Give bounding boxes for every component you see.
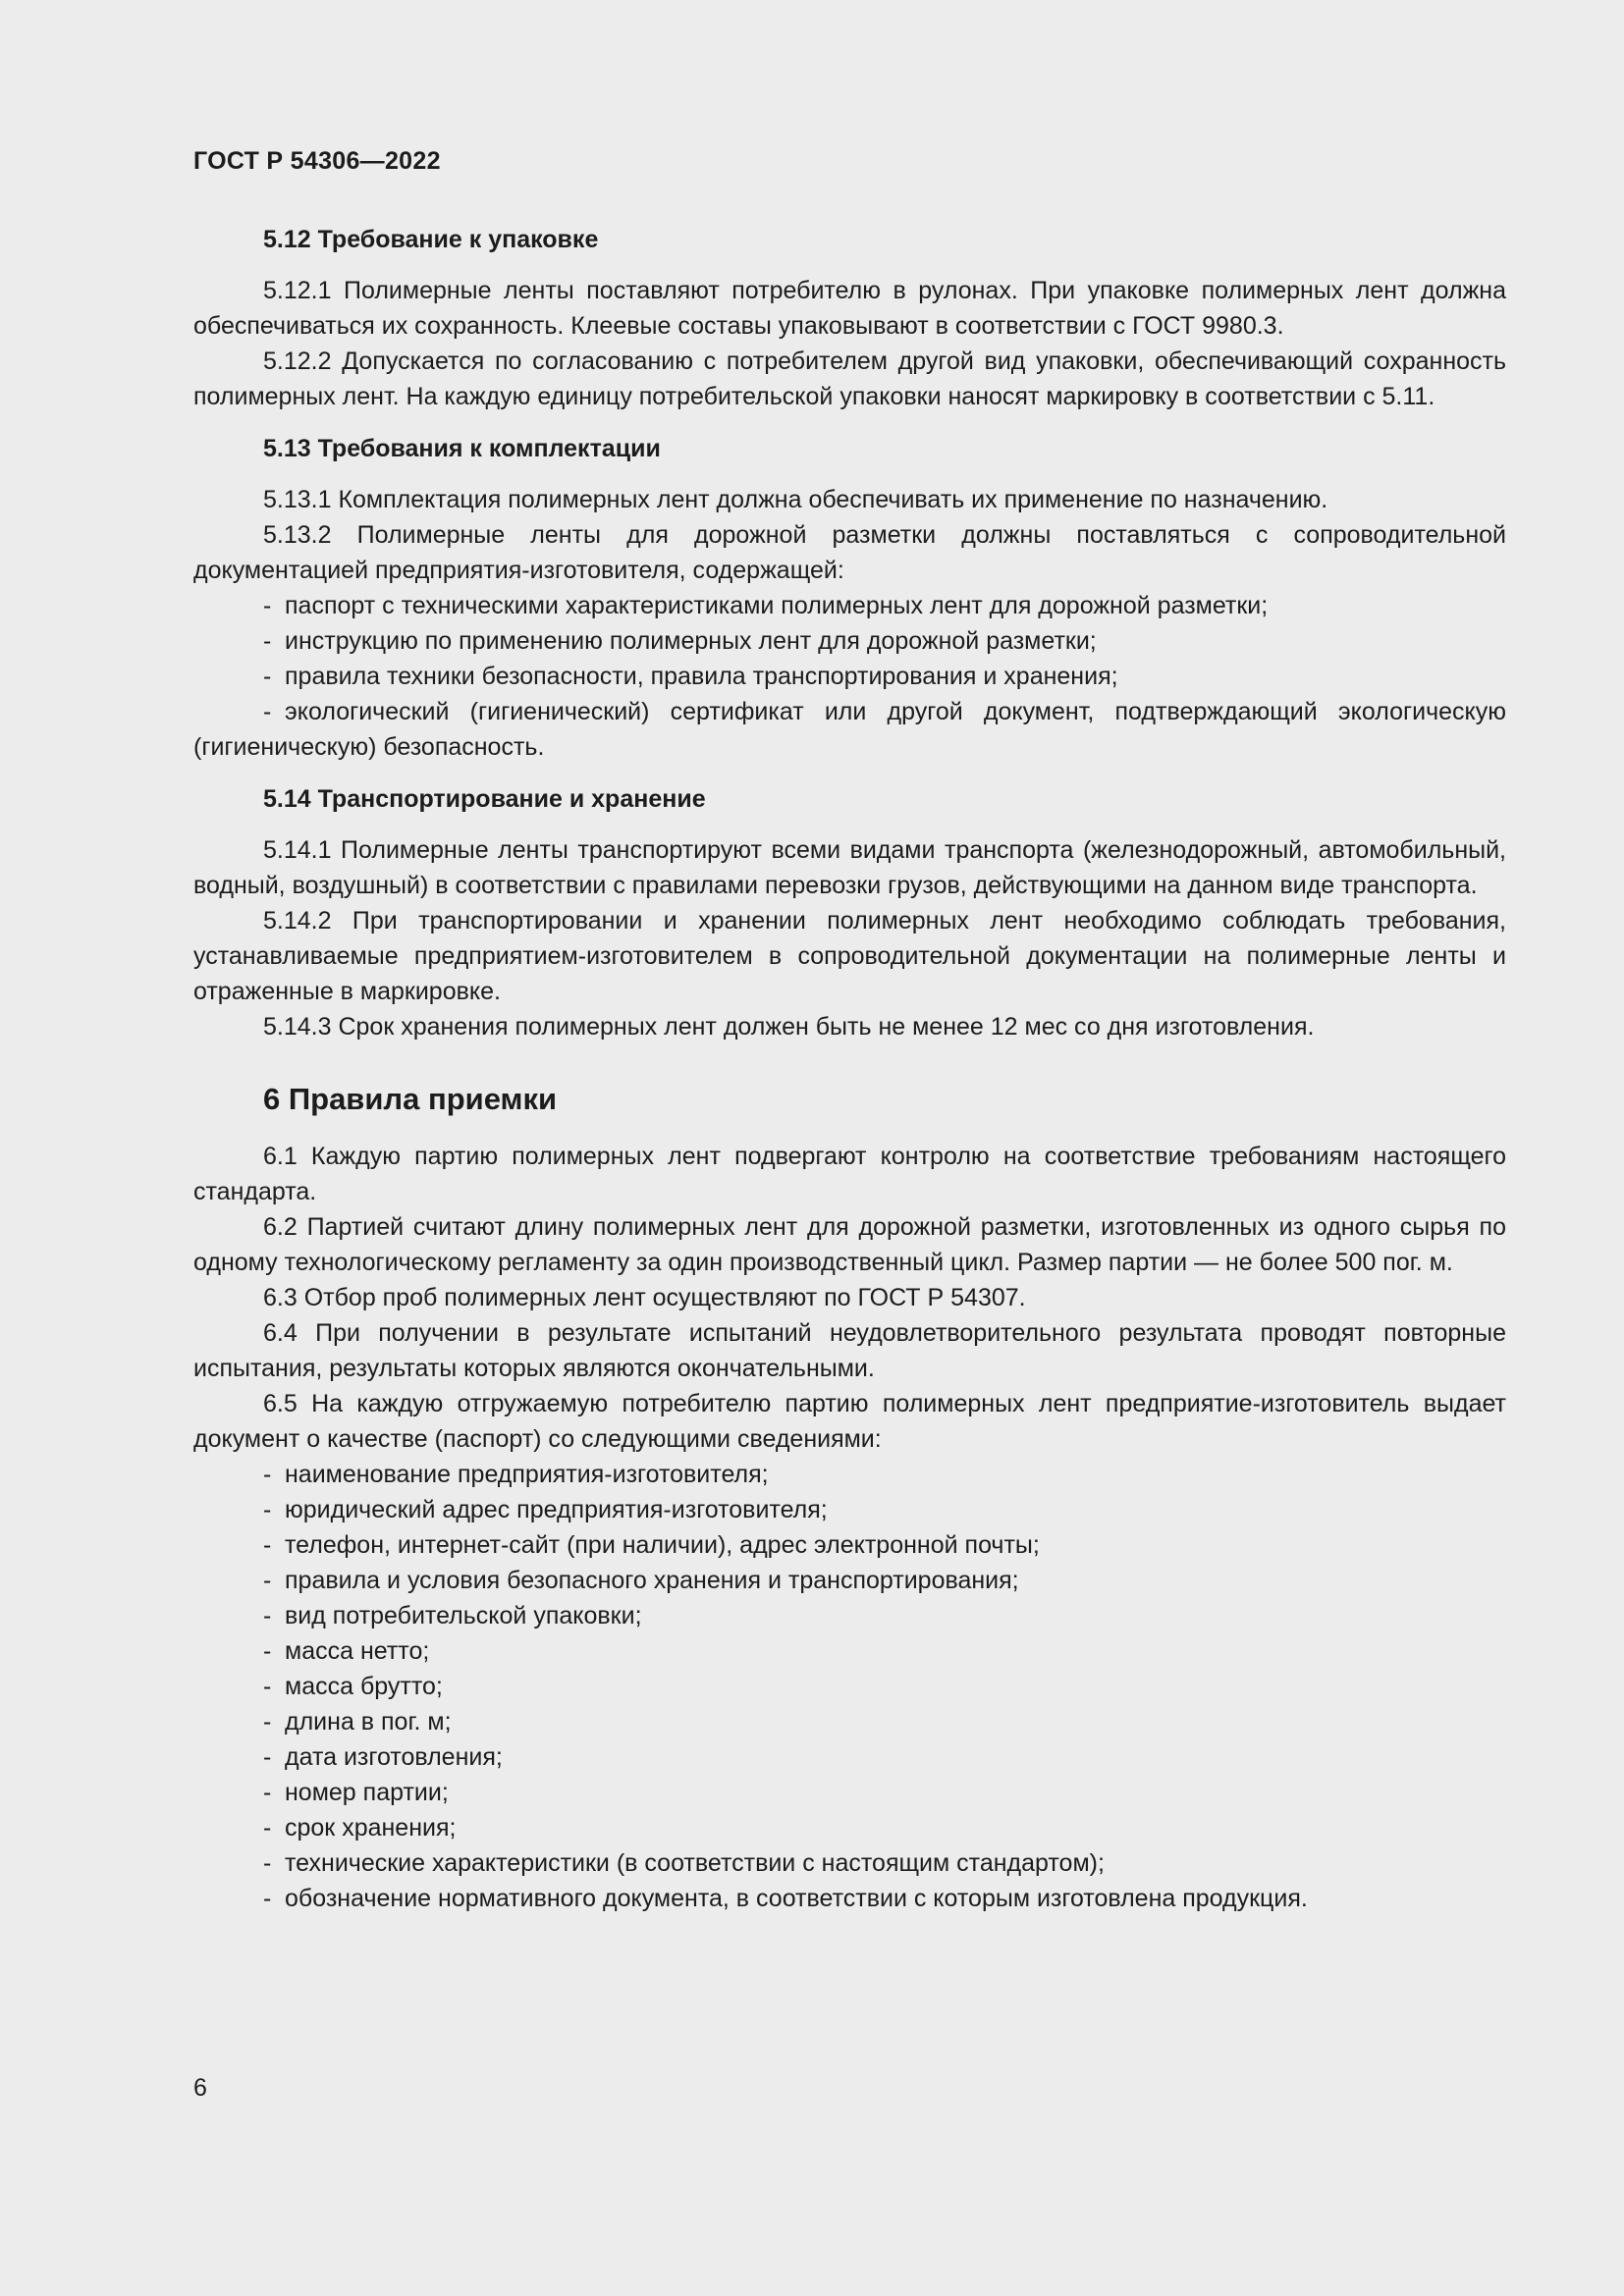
list-item: - масса нетто; — [193, 1633, 1506, 1669]
section-title-5-13: 5.13 Требования к комплектации — [263, 435, 661, 462]
list-item: - инструкцию по применению полимерных лент для дорожной разметки; — [193, 623, 1506, 659]
list-6-5 — [193, 1457, 1506, 1916]
list-marker: - — [263, 627, 272, 655]
list-marker: - — [263, 1602, 272, 1629]
paragraph-5-13-1: 5.13.1 Комплектация полимерных лент должна обеспечивать их применение по назначению. — [263, 486, 1328, 513]
list-item: - дата изготовления; — [193, 1739, 1506, 1775]
paragraph-5-14-3: 5.14.3 Срок хранения полимерных лент должен быть не менее 12 мес со дня изготовления. — [263, 1013, 1315, 1041]
list-item: - номер партии; — [193, 1775, 1506, 1810]
list-item: - паспорт с техническими характеристиками полимерных лент для дорожной разметки; — [193, 588, 1506, 623]
list-marker: - — [263, 1461, 272, 1488]
paragraph-6-1: 6.1 Каждую партию полимерных лент подвергают контролю на соответствие требованиям настоящего стандарта. — [193, 1143, 1506, 1205]
list-item: - масса брутто; — [193, 1669, 1506, 1704]
list-item: - срок хранения; — [193, 1810, 1506, 1845]
list-marker: - — [263, 592, 272, 619]
paragraph-6-2: 6.2 Партией считают длину полимерных лент для дорожной разметки, изготовленных из одного сырья по одному технологическому регламенту за один производственный цикл. Размер партии — не более 500 пог. м. — [193, 1213, 1506, 1276]
list-item: - длина в пог. м; — [193, 1704, 1506, 1739]
list-marker: - — [263, 1708, 272, 1735]
paragraph-5-12-1: 5.12.1 Полимерные ленты поставляют потребителю в рулонах. При упаковке полимерных лент должна обеспечиваться их сохранность. Клеевые составы упаковывают в соответствии с ГОСТ 9980.3. — [193, 277, 1506, 340]
list-item: - технические характеристики (в соответствии с настоящим стандартом); — [193, 1845, 1506, 1881]
list-marker: - — [263, 1779, 272, 1806]
paragraph-6-4: 6.4 При получении в результате испытаний неудовлетворительного результата проводят повторные испытания, результаты которых являются окончательными. — [193, 1319, 1506, 1382]
list-marker: - — [263, 663, 272, 690]
paragraph-5-14-1: 5.14.1 Полимерные ленты транспортируют всеми видами транспорта (железнодорожный, автомобильный, водный, воздушный) в соответствии с правилами перевозки грузов, действующими на данном виде транспорта. — [193, 836, 1506, 899]
paragraph-5-13-2: 5.13.2 Полимерные ленты для дорожной разметки должны поставляться с сопроводительной документацией предприятия-изготовителя, содержащей: — [193, 521, 1506, 584]
list-item: - вид потребительской упаковки; — [193, 1598, 1506, 1633]
list-item: - наименование предприятия-изготовителя; — [193, 1457, 1506, 1492]
section-title-5-12: 5.12 Требование к упаковке — [263, 226, 599, 253]
list-item: - правила и условия безопасного хранения и транспортирования; — [193, 1563, 1506, 1598]
list-item: - телефон, интернет-сайт (при наличии), адрес электронной почты; — [193, 1527, 1506, 1563]
list-marker: - — [263, 1814, 272, 1842]
list-marker: - — [263, 1567, 272, 1594]
list-marker: - — [263, 1849, 272, 1877]
list-marker: - — [263, 1673, 272, 1700]
document-header: ГОСТ Р 54306—2022 — [193, 147, 441, 175]
list-marker: - — [263, 1637, 272, 1665]
paragraph-5-12-2: 5.12.2 Допускается по согласованию с потребителем другой вид упаковки, обеспечивающий сохранность полимерных лент. На каждую единицу потребительской упаковки наносят маркировку в соответствии с 5.11. — [193, 347, 1506, 410]
paragraph-6-5: 6.5 На каждую отгружаемую потребителю партию полимерных лент предприятие-изготовитель выдает документ о качестве (паспорт) со следующими сведениями: — [193, 1390, 1506, 1453]
list-5-13-2 — [193, 588, 1506, 765]
list-marker: - — [263, 1496, 272, 1523]
list-marker: - — [263, 698, 272, 725]
list-item: - правила техники безопасности, правила транспортирования и хранения; — [193, 659, 1506, 694]
list-marker: - — [263, 1531, 272, 1559]
page-content — [193, 222, 1506, 1916]
page-number: 6 — [193, 2074, 207, 2102]
paragraph-5-14-2: 5.14.2 При транспортировании и хранении полимерных лент необходимо соблюдать требования, устанавливаемые предприятием-изготовителем в сопроводительной документации на полимерные ленты и отраженные в маркировке. — [193, 907, 1506, 1005]
list-marker: - — [263, 1743, 272, 1771]
list-item: - экологический (гигиенический) сертификат или другой документ, подтверждающий экологическую (гигиеническую) безопасность. — [193, 694, 1506, 765]
list-marker: - — [263, 1885, 272, 1912]
chapter-title-6: 6 Правила приемки — [263, 1082, 558, 1116]
list-item: - юридический адрес предприятия-изготовителя; — [193, 1492, 1506, 1527]
paragraph-6-3: 6.3 Отбор проб полимерных лент осуществляют по ГОСТ Р 54307. — [263, 1284, 1026, 1311]
list-item: - обозначение нормативного документа, в соответствии с которым изготовлена продукция. — [193, 1881, 1506, 1916]
section-title-5-14: 5.14 Транспортирование и хранение — [263, 785, 706, 813]
